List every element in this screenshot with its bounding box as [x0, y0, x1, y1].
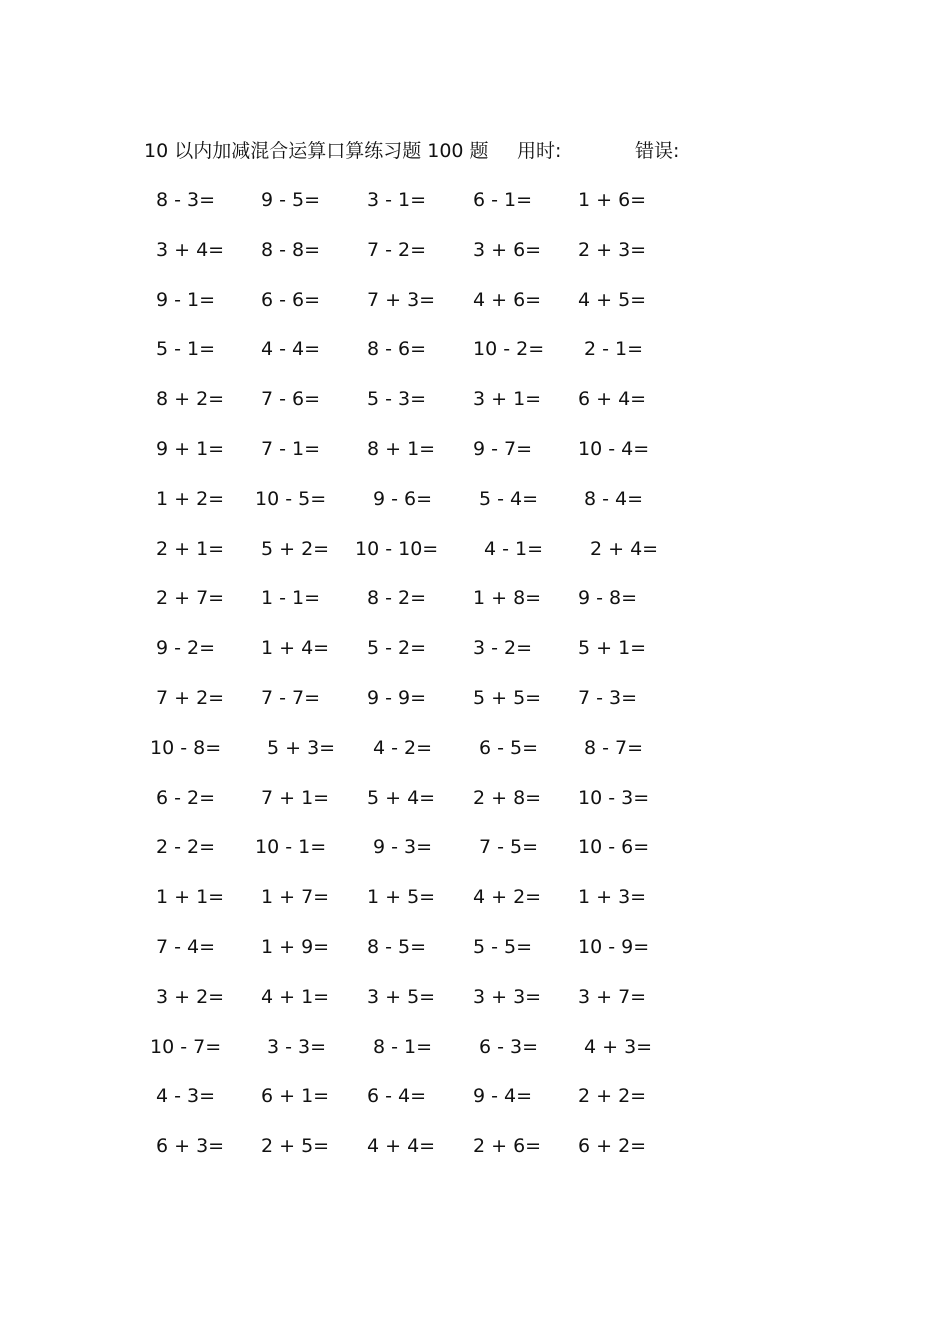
math-problem: 7 - 2= — [367, 238, 427, 261]
math-problem: 6 - 1= — [473, 189, 533, 211]
math-problem: 6 - 5= — [479, 736, 539, 759]
math-problem: 2 - 1= — [584, 338, 644, 361]
math-problem: 5 + 4= — [367, 786, 436, 809]
math-problem: 4 - 3= — [156, 1085, 216, 1108]
math-problem: 10 - 3= — [578, 786, 650, 809]
math-problem: 5 + 2= — [261, 537, 330, 560]
math-problem: 9 - 2= — [156, 637, 216, 660]
math-problem: 2 + 8= — [473, 786, 542, 809]
math-problem: 8 - 8= — [261, 238, 321, 261]
math-problem: 3 - 3= — [267, 1035, 327, 1058]
math-problem: 7 - 5= — [479, 836, 539, 859]
math-problem: 7 - 4= — [156, 936, 216, 958]
math-problem: 1 + 5= — [367, 886, 436, 909]
math-problem: 6 + 1= — [261, 1085, 330, 1108]
math-problem: 10 - 10= — [355, 537, 439, 560]
math-problem: 6 - 6= — [261, 288, 321, 311]
math-problem: 10 - 8= — [150, 736, 222, 759]
math-problem: 4 + 3= — [584, 1035, 653, 1058]
math-problem: 5 - 2= — [367, 637, 427, 660]
math-problem: 8 - 2= — [367, 587, 427, 610]
math-problem: 1 - 1= — [261, 587, 321, 610]
math-problem: 3 + 3= — [473, 985, 542, 1008]
math-problem: 5 - 3= — [367, 388, 427, 411]
math-problem: 9 - 8= — [578, 587, 638, 610]
math-problem: 2 + 6= — [473, 1135, 542, 1158]
math-problem: 6 + 3= — [156, 1135, 225, 1158]
math-problem: 9 - 6= — [373, 487, 433, 510]
math-problem: 5 - 1= — [156, 338, 216, 361]
math-problem: 6 - 2= — [156, 786, 216, 809]
math-problem: 10 - 2= — [473, 338, 545, 361]
math-problem: 7 + 1= — [261, 786, 330, 809]
math-problem: 8 - 5= — [367, 936, 427, 958]
math-problem: 2 + 5= — [261, 1135, 330, 1158]
math-problem: 9 - 9= — [367, 687, 427, 709]
math-problem: 5 + 5= — [473, 687, 542, 709]
math-problem: 3 + 4= — [156, 238, 225, 261]
worksheet-title: 10 以内加减混合运算口算练习题 100 题 — [144, 140, 489, 162]
math-problem: 10 - 4= — [578, 438, 650, 460]
math-problem: 2 + 1= — [156, 537, 225, 560]
math-problem: 2 + 7= — [156, 587, 225, 610]
math-problem: 1 + 9= — [261, 936, 330, 958]
math-problem: 3 + 1= — [473, 388, 542, 411]
math-problem: 4 + 4= — [367, 1135, 436, 1158]
math-problem: 10 - 6= — [578, 836, 650, 859]
math-problem: 1 + 8= — [473, 587, 542, 610]
math-problem: 7 - 6= — [261, 388, 321, 411]
math-problem: 4 - 1= — [484, 537, 544, 560]
math-problem: 8 - 3= — [156, 189, 216, 211]
math-problem: 10 - 7= — [150, 1035, 222, 1058]
math-problem: 8 - 7= — [584, 736, 644, 759]
math-problem: 9 - 3= — [373, 836, 433, 859]
math-problem: 8 - 6= — [367, 338, 427, 361]
math-problem: 5 - 4= — [479, 487, 539, 510]
math-problem: 2 + 3= — [578, 238, 647, 261]
math-problem: 4 + 2= — [473, 886, 542, 909]
math-problem: 3 + 5= — [367, 985, 436, 1008]
math-problem: 7 + 2= — [156, 687, 225, 709]
math-problem: 4 - 4= — [261, 338, 321, 361]
math-problem: 9 - 5= — [261, 189, 321, 211]
math-problem: 7 - 1= — [261, 438, 321, 460]
math-problem: 2 + 4= — [590, 537, 659, 560]
math-problem: 8 - 1= — [373, 1035, 433, 1058]
math-problem: 1 + 4= — [261, 637, 330, 660]
math-problem: 8 + 2= — [156, 388, 225, 411]
math-problem: 3 + 2= — [156, 985, 225, 1008]
math-problem: 9 - 7= — [473, 438, 533, 460]
math-problem: 8 - 4= — [584, 487, 644, 510]
math-problem: 4 + 5= — [578, 288, 647, 311]
errors-label: 错误: — [635, 140, 680, 162]
math-problem: 9 - 4= — [473, 1085, 533, 1108]
math-problem: 3 + 7= — [578, 985, 647, 1008]
math-problem: 1 + 1= — [156, 886, 225, 909]
math-problem: 1 + 3= — [578, 886, 647, 909]
math-problem: 10 - 1= — [255, 836, 327, 859]
math-problem: 9 - 1= — [156, 288, 216, 311]
math-problem: 8 + 1= — [367, 438, 436, 460]
math-problem: 1 + 2= — [156, 487, 225, 510]
math-problem: 10 - 9= — [578, 936, 650, 958]
math-problem: 6 + 2= — [578, 1135, 647, 1158]
math-problem: 10 - 5= — [255, 487, 327, 510]
math-problem: 3 - 2= — [473, 637, 533, 660]
time-used-label: 用时: — [517, 140, 562, 162]
math-problem: 5 + 1= — [578, 637, 647, 660]
math-problem: 4 - 2= — [373, 736, 433, 759]
math-problem: 1 + 7= — [261, 886, 330, 909]
math-problem: 2 - 2= — [156, 836, 216, 859]
math-problem: 7 + 3= — [367, 288, 436, 311]
math-problem: 6 + 4= — [578, 388, 647, 411]
math-problem: 3 + 6= — [473, 238, 542, 261]
math-problem: 6 - 3= — [479, 1035, 539, 1058]
math-problem: 1 + 6= — [578, 189, 647, 211]
math-problem: 4 + 6= — [473, 288, 542, 311]
math-problem: 4 + 1= — [261, 985, 330, 1008]
math-problem: 5 + 3= — [267, 736, 336, 759]
math-problem: 9 + 1= — [156, 438, 225, 460]
math-problem: 2 + 2= — [578, 1085, 647, 1108]
math-problem: 7 - 7= — [261, 687, 321, 709]
math-problem: 7 - 3= — [578, 687, 638, 709]
math-problem: 5 - 5= — [473, 936, 533, 958]
math-problem: 6 - 4= — [367, 1085, 427, 1108]
math-problem: 3 - 1= — [367, 189, 427, 211]
